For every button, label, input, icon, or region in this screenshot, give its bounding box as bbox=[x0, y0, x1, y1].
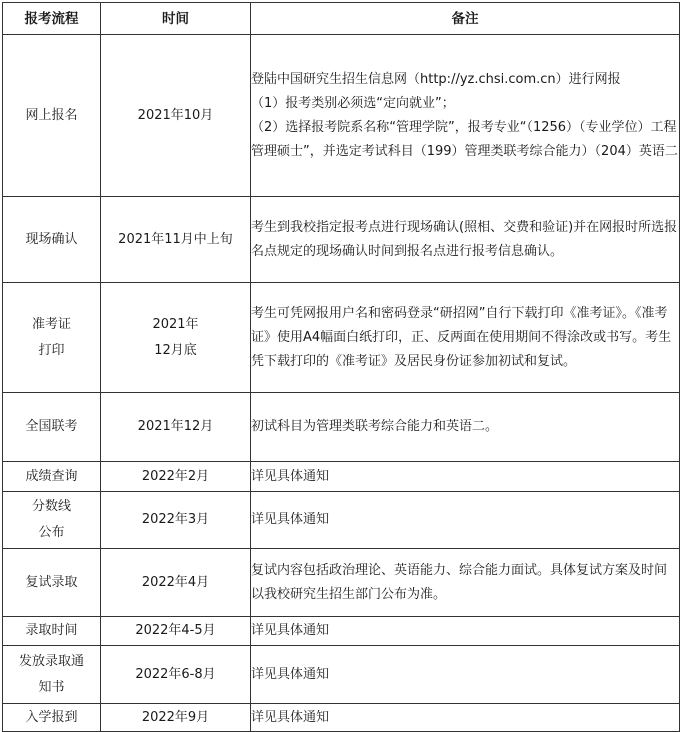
time-cell: 2022年9月 bbox=[101, 704, 251, 732]
note-cell bbox=[251, 393, 680, 462]
table-row bbox=[3, 704, 680, 732]
note-line: 考生到我校指定报考点进行现场确认(照相、交费和验证)并在网报时所选报名点规定的现场确认时间到报名点进行报考信息确认。 bbox=[251, 219, 678, 259]
time-cell: 2021年10月 bbox=[101, 35, 251, 197]
step-cell: 网上报名 bbox=[3, 35, 101, 197]
step-cell bbox=[3, 492, 101, 549]
time-cell: 2021年12月 bbox=[101, 393, 251, 462]
note-line: 详见具体通知 bbox=[251, 512, 330, 527]
note-line: 详见具体通知 bbox=[251, 468, 330, 484]
table-row bbox=[3, 462, 680, 492]
table-row bbox=[3, 646, 680, 704]
note-cell bbox=[251, 549, 680, 617]
step-line: 知书 bbox=[38, 679, 65, 695]
note-line: 详见具体通知 bbox=[251, 709, 330, 725]
table-row bbox=[3, 492, 680, 549]
note-cell bbox=[251, 462, 680, 492]
table-row bbox=[3, 549, 680, 617]
step-cell: 录取时间 bbox=[3, 617, 101, 646]
note-cell bbox=[251, 197, 680, 283]
step-line: 准考证 bbox=[31, 316, 71, 332]
step-cell: 全国联考 bbox=[3, 393, 101, 462]
admission-schedule-table bbox=[2, 2, 680, 732]
note-line: 初试科目为管理类联考综合能力和英语二。 bbox=[251, 419, 499, 434]
step-cell bbox=[3, 646, 101, 704]
note-cell bbox=[251, 283, 680, 393]
time-cell: 2021年11月中上旬 bbox=[101, 197, 251, 283]
step-line: 打印 bbox=[38, 342, 65, 358]
table-header-row bbox=[3, 3, 680, 35]
note-cell bbox=[251, 617, 680, 646]
note-line: 详见具体通知 bbox=[251, 666, 330, 682]
header-step: 报考流程 bbox=[3, 3, 101, 35]
step-line: 公布 bbox=[38, 525, 65, 540]
note-cell bbox=[251, 492, 680, 549]
note-line: 登陆中国研究生招生信息网（http://yz.chsi.com.cn）进行网报 bbox=[251, 71, 621, 87]
table-row bbox=[3, 617, 680, 646]
note-cell bbox=[251, 704, 680, 732]
header-note: 备注 bbox=[251, 3, 680, 35]
table-row bbox=[3, 393, 680, 462]
time-line: 12月底 bbox=[154, 342, 197, 358]
table-row bbox=[3, 283, 680, 393]
step-cell: 现场确认 bbox=[3, 197, 101, 283]
time-cell: 2022年6-8月 bbox=[101, 646, 251, 704]
note-line: 考生可凭网报用户名和密码登录“研招网”自行下载打印《准考证》。《准考证》使用A4幅面白纸打印，正、反两面在使用期间不得涂改或书写。考生凭下载打印的《准考证》及居民身份证参加初试和复试。 bbox=[251, 305, 672, 369]
header-time: 时间 bbox=[101, 3, 251, 35]
table-row bbox=[3, 35, 680, 197]
time-cell: 2022年4-5月 bbox=[101, 617, 251, 646]
time-cell: 2022年3月 bbox=[101, 492, 251, 549]
step-cell bbox=[3, 283, 101, 393]
time-cell: 2022年4月 bbox=[101, 549, 251, 617]
note-line: 复试内容包括政治理论、英语能力、综合能力面试。具体复试方案及时间以我校研究生招生部门公布为准。 bbox=[251, 562, 668, 602]
step-line: 发放录取通 bbox=[18, 653, 84, 669]
note-cell bbox=[251, 646, 680, 704]
step-cell: 复试录取 bbox=[3, 549, 101, 617]
table-row bbox=[3, 197, 680, 283]
step-cell: 入学报到 bbox=[3, 704, 101, 732]
time-cell bbox=[101, 283, 251, 393]
step-line: 分数线 bbox=[31, 499, 71, 514]
time-line: 2021年 bbox=[152, 316, 199, 332]
note-line: 详见具体通知 bbox=[251, 623, 330, 638]
note-line: （2）选择报考院系名称“管理学院”，报考专业“（1256）（专业学位）工程管理硕士”，并选定考试科目（199）管理类联考综合能力）（204）英语二 bbox=[251, 119, 678, 159]
time-cell: 2022年2月 bbox=[101, 462, 251, 492]
note-cell bbox=[251, 35, 680, 197]
step-cell: 成绩查询 bbox=[3, 462, 101, 492]
note-line: （1）报考类别必须选“定向就业”； bbox=[251, 95, 455, 111]
